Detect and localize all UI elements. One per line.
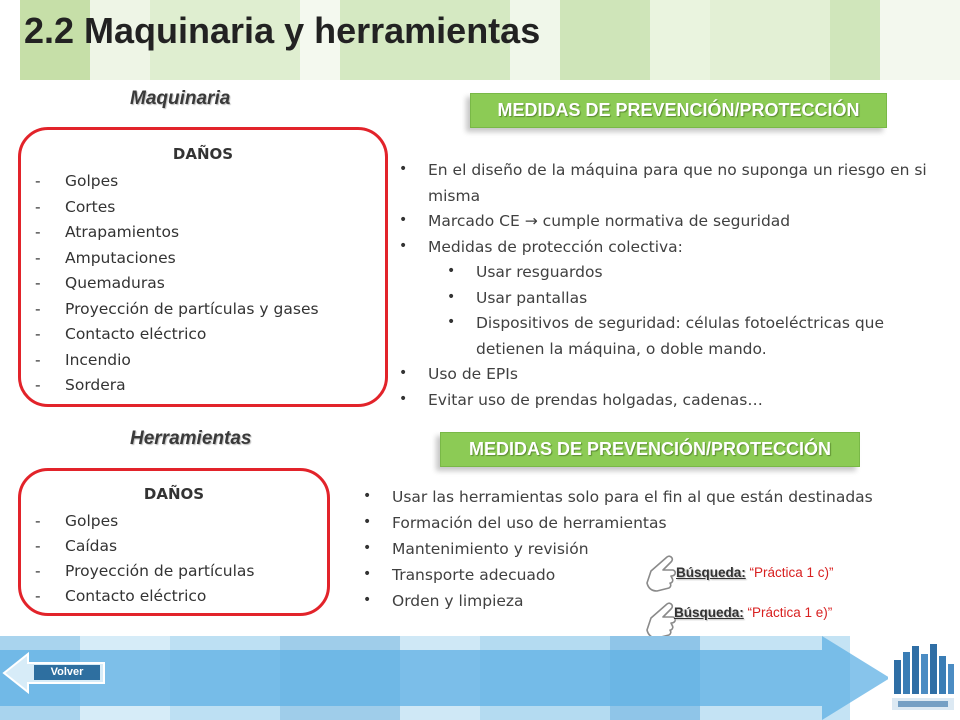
list-item: • Dispositivos de seguridad: células fotoeléctricas que detienen la máquina, o doble mando. bbox=[396, 311, 946, 362]
right-arrow-icon: → bbox=[524, 212, 538, 230]
section-heading-maquinaria: Maquinaria bbox=[130, 88, 231, 109]
herramientas-measures-banner: MEDIDAS DE PREVENCIÓN/PROTECCIÓN bbox=[440, 432, 860, 467]
tulibrodefp-logo bbox=[888, 640, 958, 716]
bullet-dot-icon: • bbox=[363, 488, 372, 504]
list-item: - Proyección de partículas y gases bbox=[35, 299, 319, 318]
list-item: • Usar las herramientas solo para el fin al que están destinadas bbox=[360, 484, 950, 510]
bullet-dot-icon: • bbox=[363, 592, 372, 608]
list-item: - Sordera bbox=[35, 376, 126, 394]
back-label[interactable]: Volver bbox=[34, 665, 100, 680]
pointing-hand-icon[interactable] bbox=[643, 600, 677, 640]
herramientas-damages-title: DAÑOS bbox=[143, 485, 205, 503]
list-item: • Medidas de protección colectiva: bbox=[396, 235, 946, 261]
herramientas-measures-list bbox=[360, 484, 950, 614]
herramientas-damages-list bbox=[21, 509, 327, 609]
maquinaria-damages-title: DAÑOS bbox=[172, 145, 234, 163]
list-item: - Proyección de partículas bbox=[35, 562, 255, 580]
list-item: • Usar pantallas bbox=[396, 286, 946, 312]
list-item: • Marcado CE → cumple normativa de seguridad bbox=[396, 209, 946, 235]
bullet-dot-icon: • bbox=[399, 237, 408, 254]
footer-arrow-icon bbox=[0, 636, 900, 720]
maquinaria-damages-box bbox=[18, 127, 388, 407]
list-item: • Mantenimiento y revisión bbox=[360, 536, 950, 562]
search-value: “Práctica 1 c)” bbox=[749, 565, 834, 580]
list-item: - Golpes bbox=[35, 512, 119, 530]
list-item: - Contacto eléctrico bbox=[35, 587, 207, 605]
herramientas-damages-box bbox=[18, 468, 330, 616]
list-item: • Uso de EPIs bbox=[396, 362, 946, 388]
bullet-dot-icon: • bbox=[363, 566, 372, 582]
list-item: • Usar resguardos bbox=[396, 260, 946, 286]
list-item: - Amputaciones bbox=[35, 248, 176, 267]
bullet-dot-icon: • bbox=[399, 365, 408, 381]
page-title: 2.2 Maquinaria y herramientas bbox=[24, 10, 541, 51]
list-item: • En el diseño de la máquina para que no suponga un riesgo en si misma bbox=[396, 158, 946, 209]
bullet-dot-icon: • bbox=[399, 161, 408, 177]
maquinaria-measures-banner: MEDIDAS DE PREVENCIÓN/PROTECCIÓN bbox=[470, 93, 887, 128]
list-item: - Incendio bbox=[35, 350, 131, 369]
pointing-hand-icon[interactable] bbox=[643, 553, 677, 593]
list-item: - Quemaduras bbox=[35, 274, 165, 292]
bullet-dot-icon: • bbox=[363, 540, 372, 556]
list-item: • Evitar uso de prendas holgadas, cadenas… bbox=[396, 388, 946, 414]
list-item: - Cortes bbox=[35, 197, 116, 216]
bullet-dot-icon: • bbox=[399, 390, 408, 407]
search-hint-e[interactable] bbox=[674, 605, 832, 620]
list-item: - Golpes bbox=[35, 172, 119, 190]
list-item: • Orden y limpieza bbox=[360, 588, 950, 614]
search-value: “Práctica 1 e)” bbox=[747, 605, 833, 620]
search-label: Búsqueda: bbox=[674, 605, 744, 620]
section-heading-herramientas: Herramientas bbox=[130, 428, 252, 449]
list-item: • Formación del uso de herramientas bbox=[360, 510, 950, 536]
list-item: • Transporte adecuado bbox=[360, 562, 950, 588]
list-item: - Caídas bbox=[35, 537, 118, 555]
list-item: - Atrapamientos bbox=[35, 223, 180, 241]
maquinaria-measures-list bbox=[396, 158, 946, 413]
search-hint-c[interactable] bbox=[676, 565, 834, 580]
bullet-dot-icon: • bbox=[363, 514, 372, 530]
bullet-dot-icon: • bbox=[399, 212, 408, 228]
bullet-dot-icon: • bbox=[447, 314, 456, 330]
list-item: - Contacto eléctrico bbox=[35, 325, 207, 343]
maquinaria-damages-list bbox=[21, 169, 385, 399]
bullet-dot-icon: • bbox=[447, 288, 456, 305]
bullet-dot-icon: • bbox=[447, 263, 456, 279]
search-label: Búsqueda: bbox=[676, 565, 746, 580]
